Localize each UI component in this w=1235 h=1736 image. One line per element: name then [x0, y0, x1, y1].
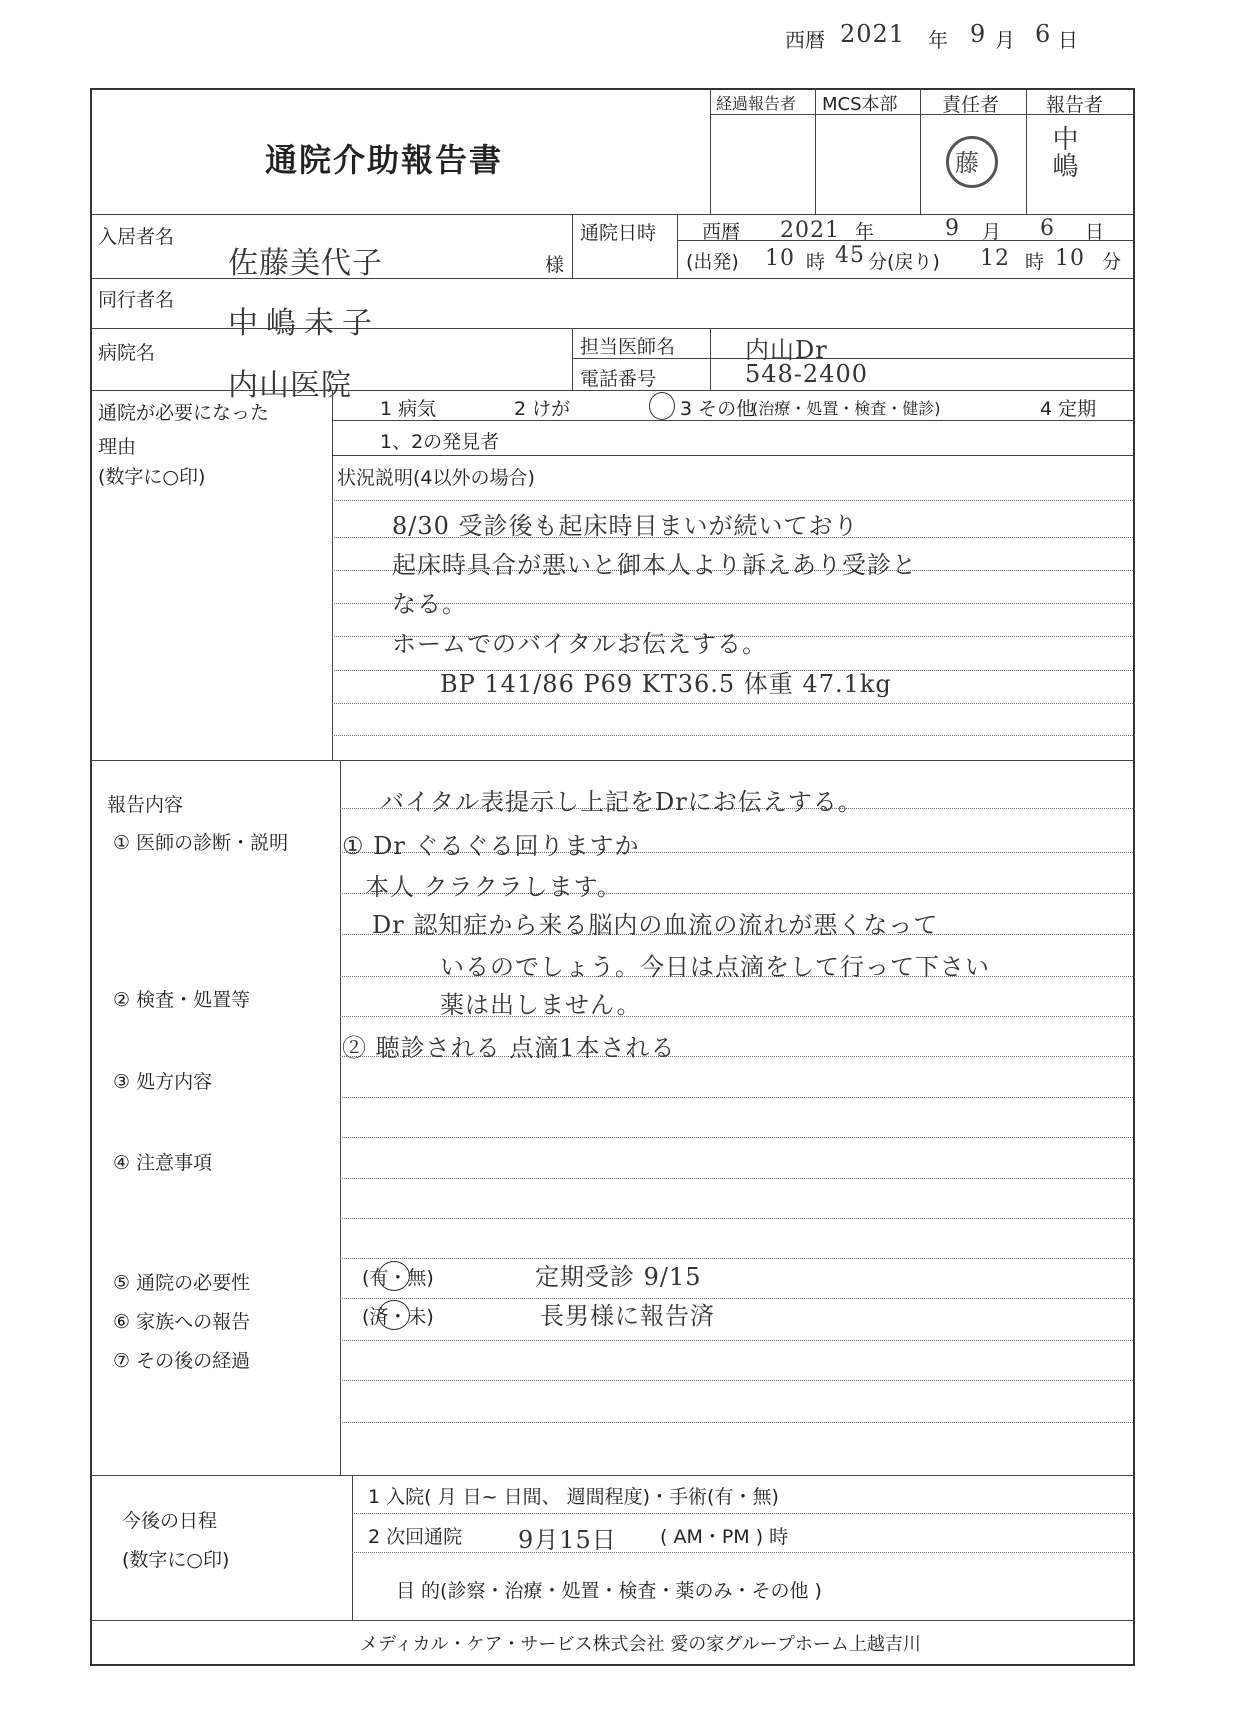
return-min: 10: [1055, 246, 1085, 271]
date-day: 6: [1035, 20, 1052, 48]
necessity-options: (有・無): [362, 1267, 434, 1289]
report-line-7: ② 聴診される 点滴1本される: [342, 1034, 676, 1062]
report-section-6: ⑥ 家族への報告: [113, 1311, 251, 1333]
report-section-1: ① 医師の診断・説明: [113, 832, 289, 854]
family-note: 長男様に報告済: [540, 1302, 715, 1330]
reason-label-1: 通院が必要になった: [98, 402, 270, 424]
reason-option-2: 2 けが: [514, 398, 571, 420]
report-line-3: 本人 クラクラします。: [365, 873, 622, 901]
reason-option-3-detail: (治療・処置・検査・健診): [752, 399, 941, 418]
resident-name: 佐藤美代子: [228, 246, 383, 281]
report-line-4: Dr 認知症から来る脳内の血流の流れが悪くなって: [372, 911, 939, 939]
approval-col-manager: 責任者: [942, 94, 1000, 116]
visit-era: 西暦: [702, 221, 741, 243]
year-label: 年: [928, 28, 948, 52]
report-line-1: バイタル表提示し上記をDrにお伝えする。: [380, 788, 863, 816]
approval-col-progress: 経過報告者: [716, 94, 797, 113]
reason-option-4: 4 定期: [1040, 398, 1097, 420]
approval-col-mcs: MCS本部: [822, 94, 898, 115]
report-section-5: ⑤ 通院の必要性: [113, 1272, 251, 1294]
report-section-3: ③ 処方内容: [113, 1071, 213, 1093]
status-line-3: なる。: [392, 590, 467, 618]
report-section-4: ④ 注意事項: [113, 1152, 213, 1174]
doctor-name: 内山Dr: [745, 336, 828, 364]
schedule-line-2-suffix: ( AM・PM ) 時: [660, 1526, 789, 1548]
schedule-line-1: 1 入院( 月 日~ 日間、 週間程度)・手術(有・無): [368, 1486, 779, 1508]
doctor-label: 担当医師名: [580, 336, 676, 358]
family-selected-circle: [378, 1300, 410, 1330]
status-line-2: 起床時具合が悪いと御本人より訴えあり受診と: [392, 551, 917, 579]
companion-name: 中嶋未子: [228, 306, 380, 341]
necessity-note: 定期受診 9/15: [535, 1263, 702, 1291]
status-label: 状況説明(4以外の場合): [337, 467, 535, 489]
day-label: 日: [1058, 28, 1078, 52]
hospital-name: 内山医院: [228, 368, 352, 403]
report-line-2: ① Dr ぐるぐる回りますか: [342, 832, 640, 860]
report-section-2: ② 検査・処置等: [113, 989, 251, 1011]
depart-label: (出発): [686, 251, 739, 273]
reporter-signature: 中嶋: [1048, 125, 1078, 179]
date-year: 2021: [840, 20, 906, 48]
return-hour-label: 時: [1025, 251, 1045, 273]
schedule-label-2: (数字に○印): [122, 1549, 230, 1571]
visit-month-label: 月: [982, 221, 1002, 243]
reason-option-1: 1 病気: [380, 398, 437, 420]
resident-label: 入居者名: [98, 226, 175, 248]
resident-honorific: 様: [545, 254, 565, 276]
stamp-text: 藤: [955, 149, 979, 177]
phone-number: 548-2400: [745, 360, 868, 388]
visit-year: 2021: [780, 218, 840, 243]
visit-label: 通院日時: [580, 222, 657, 244]
schedule-line-3: 目 的(診察・治療・処置・検査・薬のみ・その他 ): [396, 1580, 822, 1602]
visit-day: 6: [1040, 216, 1055, 241]
necessity-selected-circle: [378, 1261, 410, 1291]
schedule-line-2-prefix: 2 次回通院: [368, 1526, 463, 1548]
return-min-label: 分: [1102, 251, 1122, 273]
return-hour: 12: [980, 246, 1010, 271]
report-line-5: いるのでしょう。今日は点滴をして行って下さい: [440, 953, 990, 981]
visit-day-label: 日: [1085, 221, 1105, 243]
footer-company: メディカル・ケア・サービス株式会社 愛の家グループホーム上越吉川: [360, 1634, 921, 1655]
family-options: (済・未): [362, 1306, 434, 1328]
report-label: 報告内容: [107, 794, 184, 816]
min-return-label: 分(戻り): [868, 251, 940, 273]
month-label: 月: [995, 28, 1015, 52]
form-title: 通院介助報告書: [265, 141, 504, 179]
phone-label: 電話番号: [580, 368, 657, 390]
reason-label-3: (数字に○印): [98, 466, 206, 488]
depart-min: 45: [835, 243, 865, 268]
next-visit-date: 9月15日: [518, 1526, 617, 1554]
companion-label: 同行者名: [98, 289, 175, 311]
approval-col-reporter: 報告者: [1046, 94, 1104, 116]
date-month: 9: [970, 20, 987, 48]
date-label: 西暦: [785, 28, 825, 52]
schedule-label-1: 今後の日程: [122, 1510, 218, 1532]
report-section-7: ⑦ その後の経過: [113, 1350, 251, 1372]
reason-label-2: 理由: [98, 436, 137, 458]
visit-year-label: 年: [855, 221, 875, 243]
selected-reason-circle: [649, 392, 675, 420]
depart-hour: 10: [765, 246, 795, 271]
status-line-1: 8/30 受診後も起床時目まいが続いており: [392, 512, 859, 540]
status-line-4: ホームでのバイタルお伝えする。: [392, 630, 767, 658]
report-line-6: 薬は出しません。: [440, 991, 642, 1019]
status-line-5: BP 141/86 P69 KT36.5 体重 47.1kg: [440, 670, 892, 698]
hospital-label: 病院名: [98, 342, 156, 364]
depart-hour-label: 時: [806, 251, 826, 273]
reason-option-3: 3 その他: [680, 398, 756, 420]
visit-month: 9: [945, 216, 960, 241]
finder-label: 1、2の発見者: [380, 431, 500, 453]
